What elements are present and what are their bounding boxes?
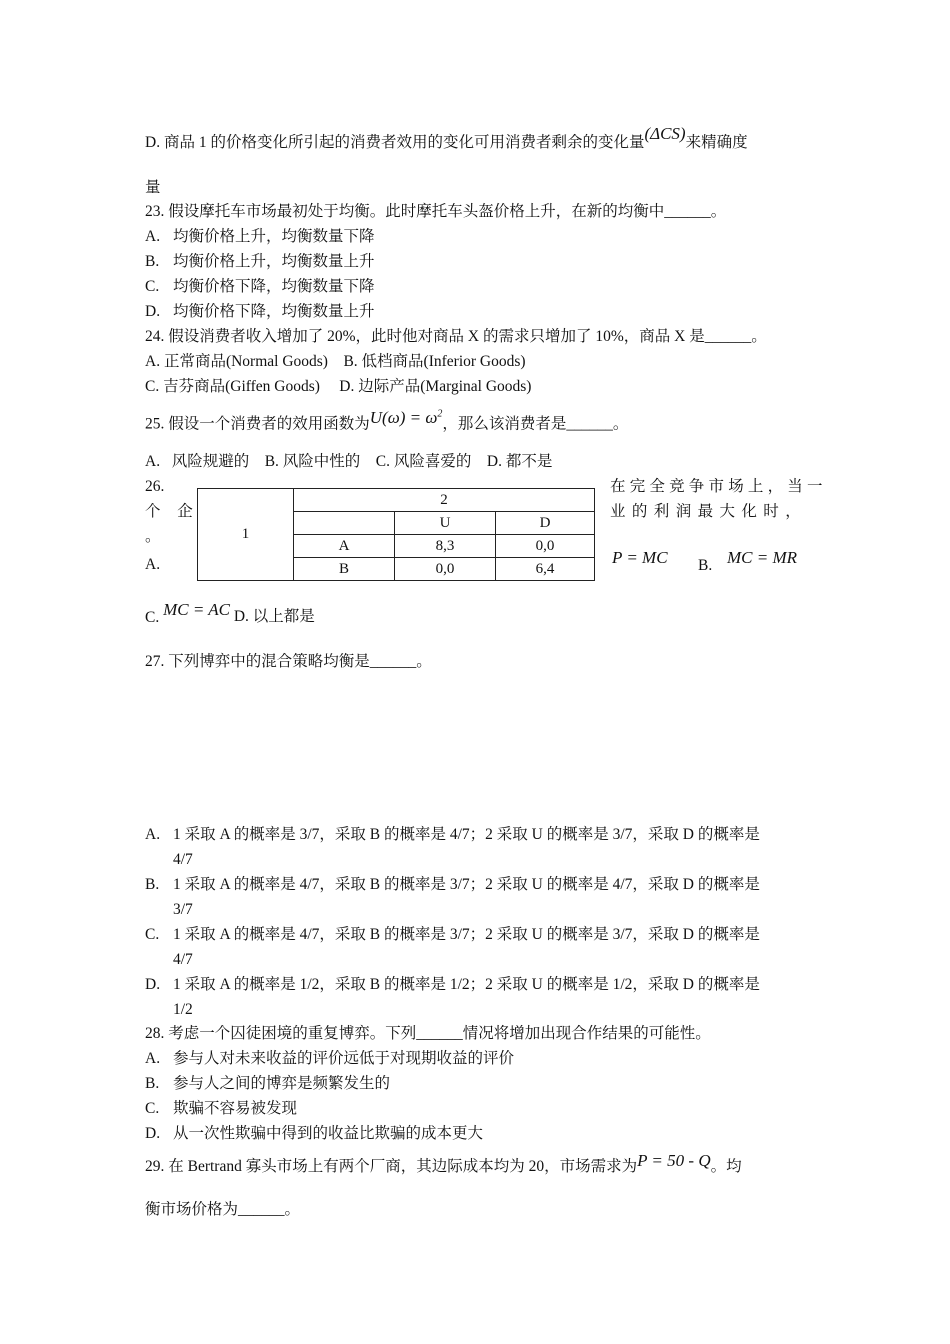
q25-stem: 25. 假设一个消费者的效用函数为$U(\omega) = \omega^2$，那么该消费者是______。 <box>145 407 629 433</box>
q26-text-right1: 在完全竞争市场上，当一 <box>610 478 827 495</box>
q29-stem: 29. 在 Bertrand 寡头市场上有两个厂商，其边际成本均为 20，市场需求为P = 50 - Q。均 <box>145 1151 742 1175</box>
q23-option-d: D. 均衡价格下降，均衡数量上升 <box>145 303 375 320</box>
q27-option-d-cont: 1/2 <box>173 1001 193 1018</box>
q28-stem: 28. 考虑一个囚徒困境的重复博弈。下列______情况将增加出现合作结果的可能性。 <box>145 1025 711 1042</box>
q27-option-b-cont: 3/7 <box>173 901 193 918</box>
q23-option-b: B. 均衡价格上升，均衡数量上升 <box>145 253 375 270</box>
payoff-b-d: 6,4 <box>496 558 595 581</box>
q23-option-c: C. 均衡价格下降，均衡数量下降 <box>145 278 375 295</box>
player2-header: 2 <box>294 489 595 512</box>
q29-stem-cont: 衡市场价格为______。 <box>145 1201 301 1218</box>
q22d-text-b: 来精确度 <box>685 134 748 151</box>
q26-text-right2: 业的利润最大化时， <box>610 503 808 520</box>
q22d-math: (ΔCS) <box>644 124 686 143</box>
q27-option-d: D. 1 采取 A 的概率是 1/2，采取 B 的概率是 1/2；2 采取 U 的概率是 1/2，采取 D 的概率是 <box>145 976 760 993</box>
row-label-b: B <box>294 558 395 581</box>
q26-options-cd: C. MC = AC D. 以上都是 <box>145 600 315 626</box>
q26-number: 26. <box>145 478 165 495</box>
q27-option-a: A. 1 采取 A 的概率是 3/7，采取 B 的概率是 4/7；2 采取 U 的概率是 3/7，采取 D 的概率是 <box>145 826 760 843</box>
q26-option-b-letter: B. <box>698 557 713 574</box>
empty-header-cell <box>294 512 395 535</box>
q22d-text: D. 商品 1 的价格变化所引起的消费者效用的变化可用消费者剩余的变化量 <box>145 134 645 151</box>
q27-option-a-cont: 4/7 <box>173 851 193 868</box>
q26-option-a-letter: A. <box>145 556 161 573</box>
q28-option-d: D. 从一次性欺骗中得到的收益比欺骗的成本更大 <box>145 1125 484 1142</box>
q25-options: A. 风险规避的 B. 风险中性的 C. 风险喜爱的 D. 都不是 <box>145 453 553 470</box>
q22d-continuation: 量 <box>145 179 161 196</box>
q22-option-d <box>145 124 748 153</box>
payoff-a-d: 0,0 <box>496 535 595 558</box>
q26-text-left3: 。 <box>145 528 161 545</box>
q23-stem: 23. 假设摩托车市场最初处于均衡。此时摩托车头盔价格上升，在新的均衡中______。 <box>145 203 727 220</box>
col-header-d: D <box>496 512 595 535</box>
q24-options-line2: C. 吉芬商品(Giffen Goods) D. 边际产品(Marginal Goods) <box>145 378 532 395</box>
q25-math: $U(\omega) = \omega^2$ <box>369 407 443 427</box>
q24-stem: 24. 假设消费者收入增加了 20%，此时他对商品 X 的需求只增加了 10%，商品 X 是______。 <box>145 328 767 345</box>
q28-option-c: C. 欺骗不容易被发现 <box>145 1100 298 1117</box>
q26-option-b-math: MC = MR <box>727 548 798 567</box>
q28-option-a: A. 参与人对未来收益的评价远低于对现期收益的评价 <box>145 1050 515 1067</box>
col-header-u: U <box>395 512 496 535</box>
q29-math: P = 50 - Q <box>637 1151 711 1170</box>
q23-option-a: A. 均衡价格上升，均衡数量下降 <box>145 228 375 245</box>
row-label-a: A <box>294 535 395 558</box>
q26-text-left2: 个 企 <box>145 503 196 520</box>
payoff-b-u: 0,0 <box>395 558 496 581</box>
q27-option-c: C. 1 采取 A 的概率是 4/7，采取 B 的概率是 3/7；2 采取 U 的概率是 3/7，采取 D 的概率是 <box>145 926 760 943</box>
game-payoff-table <box>197 488 595 581</box>
q26-option-a-math: P = MC <box>612 548 668 567</box>
payoff-a-u: 8,3 <box>395 535 496 558</box>
q27-option-b: B. 1 采取 A 的概率是 4/7，采取 B 的概率是 3/7；2 采取 U 的概率是 4/7，采取 D 的概率是 <box>145 876 760 893</box>
q27-stem: 27. 下列博弈中的混合策略均衡是______。 <box>145 653 432 670</box>
player1-cell: 1 <box>198 489 294 581</box>
q27-option-c-cont: 4/7 <box>173 951 193 968</box>
q24-options-line1: A. 正常商品(Normal Goods) B. 低档商品(Inferior Goods) <box>145 353 526 370</box>
q28-option-b: B. 参与人之间的博弈是频繁发生的 <box>145 1075 391 1092</box>
